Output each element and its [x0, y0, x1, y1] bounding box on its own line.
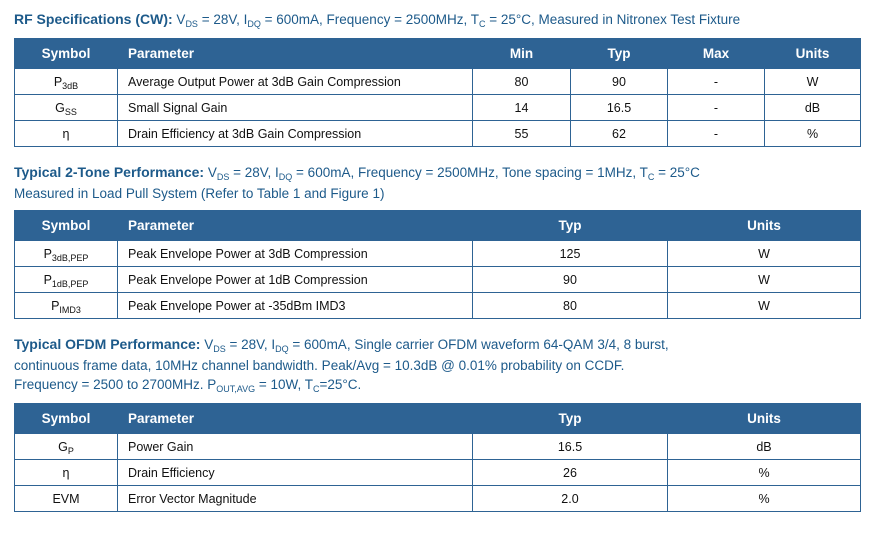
column-header-parameter: Parameter — [118, 404, 473, 434]
cell-parameter: Average Output Power at 3dB Gain Compression — [118, 69, 473, 95]
cell-parameter: Peak Envelope Power at 3dB Compression — [118, 241, 473, 267]
cell-parameter: Peak Envelope Power at -35dBm IMD3 — [118, 293, 473, 319]
table-header-row — [15, 404, 861, 434]
cell-parameter: Drain Efficiency at 3dB Gain Compression — [118, 121, 473, 147]
cell-parameter: Peak Envelope Power at 1dB Compression — [118, 267, 473, 293]
cell-min: 80 — [473, 69, 571, 95]
cell-typ: 80 — [473, 293, 668, 319]
table-header-row — [15, 211, 861, 241]
cell-symbol: $P_{1dB,PEP}$ — [15, 267, 118, 293]
cell-units: W — [668, 267, 861, 293]
cell-typ: 16.5 — [571, 95, 668, 121]
table-ofdm-performance — [14, 403, 861, 512]
cell-typ: 16.5 — [473, 434, 668, 460]
cell-units: W — [668, 241, 861, 267]
column-header-symbol: Symbol — [15, 404, 118, 434]
section-rf-specifications — [14, 10, 860, 147]
cell-symbol: $P_{3dB}$ — [15, 69, 118, 95]
column-header-min: Min — [473, 39, 571, 69]
cell-max: - — [668, 69, 765, 95]
column-header-symbol: Symbol — [15, 39, 118, 69]
table-row — [15, 434, 861, 460]
section-heading-rf-specifications — [14, 10, 860, 31]
table-rf-specifications — [14, 38, 861, 147]
section-heading-title: Typical OFDM Performance: — [14, 336, 201, 352]
cell-symbol: $G_{SS}$ — [15, 95, 118, 121]
cell-parameter: Small Signal Gain — [118, 95, 473, 121]
cell-symbol: $G_P$ — [15, 434, 118, 460]
table-row — [15, 293, 861, 319]
column-header-units: Units — [668, 211, 861, 241]
cell-max: - — [668, 121, 765, 147]
cell-typ: 62 — [571, 121, 668, 147]
cell-typ: 26 — [473, 460, 668, 486]
column-header-max: Max — [668, 39, 765, 69]
column-header-typ: Typ — [473, 404, 668, 434]
table-row — [15, 267, 861, 293]
section-heading-two-tone-performance — [14, 163, 860, 203]
table-row — [15, 486, 861, 512]
column-header-typ: Typ — [571, 39, 668, 69]
cell-units: W — [668, 293, 861, 319]
table-two-tone-performance — [14, 210, 861, 319]
cell-units: % — [668, 486, 861, 512]
column-header-units: Units — [765, 39, 861, 69]
cell-symbol: η — [15, 121, 118, 147]
cell-symbol: $P_{3dB,PEP}$ — [15, 241, 118, 267]
column-header-parameter: Parameter — [118, 39, 473, 69]
section-heading-title: RF Specifications (CW): — [14, 11, 173, 27]
cell-units: % — [765, 121, 861, 147]
table-row — [15, 69, 861, 95]
table-row — [15, 121, 861, 147]
cell-units: dB — [668, 434, 861, 460]
section-heading-conditions: $V_{DS} = 28V$, $I_{DQ} = 600mA$, Single carrier OFDM waveform 64-QAM 3/4, 8 burst, continuous frame data, 10MHz channel bandwidth. Peak/Avg = 10.3dB @ 0.01% probability on CCDF. Frequency = 2500 to 2700MHz. $P_{OUT,AVG} = 10W$, $T_C=25^\circ C$. — [14, 337, 669, 394]
cell-units: % — [668, 460, 861, 486]
section-heading-ofdm-performance — [14, 335, 860, 396]
cell-symbol: EVM — [15, 486, 118, 512]
cell-max: - — [668, 95, 765, 121]
cell-symbol: $P_{IMD3}$ — [15, 293, 118, 319]
table-header-row — [15, 39, 861, 69]
table-row — [15, 95, 861, 121]
cell-min: 55 — [473, 121, 571, 147]
cell-typ: 90 — [571, 69, 668, 95]
cell-symbol: η — [15, 460, 118, 486]
section-heading-title: Typical 2-Tone Performance: — [14, 164, 205, 180]
column-header-typ: Typ — [473, 211, 668, 241]
table-row — [15, 460, 861, 486]
cell-units: dB — [765, 95, 861, 121]
cell-parameter: Drain Efficiency — [118, 460, 473, 486]
cell-typ: 125 — [473, 241, 668, 267]
cell-parameter: Error Vector Magnitude — [118, 486, 473, 512]
cell-typ: 90 — [473, 267, 668, 293]
section-heading-conditions: $V_{DS} = 28V$, $I_{DQ} = 600mA$, Frequency = 2500MHz, $T_C = 25^\circ C$, Measured in Nitronex Test Fixture — [172, 12, 741, 29]
cell-parameter: Power Gain — [118, 434, 473, 460]
section-two-tone-performance — [14, 163, 860, 319]
section-heading-conditions: $V_{DS} = 28V$, $I_{DQ} = 600mA$, Frequency = 2500MHz, Tone spacing = 1MHz, $T_C = 25^\circ C$ Measured in Load Pull System (Refer to Table 1 and Figure 1) — [14, 165, 700, 201]
cell-typ: 2.0 — [473, 486, 668, 512]
cell-min: 14 — [473, 95, 571, 121]
table-row — [15, 241, 861, 267]
cell-units: W — [765, 69, 861, 95]
column-header-symbol: Symbol — [15, 211, 118, 241]
column-header-units: Units — [668, 404, 861, 434]
column-header-parameter: Parameter — [118, 211, 473, 241]
section-ofdm-performance — [14, 335, 860, 512]
